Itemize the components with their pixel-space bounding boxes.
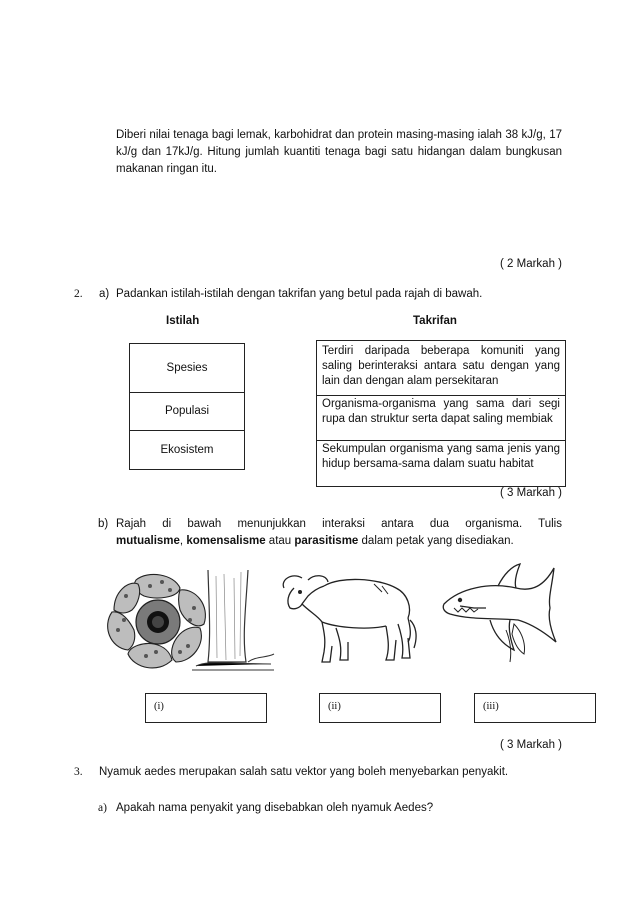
q2b-line2 bbox=[116, 535, 562, 547]
q2b-line1: Rajah di bawah menunjukkan interaksi antara dua organisma. Tulis bbox=[116, 518, 562, 530]
q3-number: 3. bbox=[74, 766, 83, 778]
word-atau: atau bbox=[268, 535, 292, 547]
answer-box-iii[interactable] bbox=[474, 693, 596, 723]
q3a-label: a) bbox=[98, 802, 107, 814]
definitions-table bbox=[316, 340, 566, 487]
term-parasitisme: parasitisme bbox=[294, 535, 359, 547]
header-takrifan: Takrifan bbox=[413, 315, 457, 327]
q2-number: 2. bbox=[74, 288, 83, 300]
header-istilah: Istilah bbox=[166, 315, 200, 327]
q3a-text: Apakah nama penyakit yang disebabkan oleh nyamuk Aedes? bbox=[116, 802, 434, 814]
q2b-line2-rest: dalam petak yang disediakan. bbox=[361, 535, 514, 547]
shark-illustration bbox=[440, 558, 565, 670]
term-cell: Populasi bbox=[130, 392, 244, 431]
answer-label-ii: (ii) bbox=[328, 701, 341, 712]
term-cell: Spesies bbox=[130, 344, 244, 393]
q2a-text: Padankan istilah-istilah dengan takrifan yang betul pada rajah di bawah. bbox=[116, 288, 483, 300]
definition-cell: Organisma-organisma yang sama dari segi rupa dan struktur serta dapat saling membiak bbox=[317, 396, 565, 441]
comma: , bbox=[179, 535, 184, 547]
q2b-marks: ( 3 Markah ) bbox=[500, 739, 562, 751]
buffalo-illustration bbox=[278, 566, 428, 674]
q2b-label: b) bbox=[98, 518, 109, 530]
answer-label-i: (i) bbox=[154, 701, 164, 712]
term-komensalisme: komensalisme bbox=[186, 535, 266, 547]
answer-box-ii[interactable] bbox=[319, 693, 441, 723]
term-mutualisme: mutualisme bbox=[116, 535, 180, 547]
answer-label-iii: (iii) bbox=[483, 701, 499, 712]
terms-table bbox=[129, 343, 245, 470]
q1-marks: ( 2 Markah ) bbox=[500, 258, 562, 270]
term-cell: Ekosistem bbox=[160, 443, 214, 456]
q1-paragraph: Diberi nilai tenaga bagi lemak, karbohidrat dan protein masing-masing ialah 38 kJ/g, 17 kJ/g dan 17kJ/g. Hitung jumlah kuantiti tenaga bagi satu hidangan dalam bungkusan makanan ringan itu. bbox=[116, 129, 562, 175]
rafflesia-tree-illustration bbox=[96, 566, 276, 678]
answer-box-i[interactable] bbox=[145, 693, 267, 723]
q3-text: Nyamuk aedes merupakan salah satu vektor yang boleh menyebarkan penyakit. bbox=[99, 766, 509, 778]
q2a-label: a) bbox=[99, 288, 110, 300]
q2a-marks: ( 3 Markah ) bbox=[500, 487, 562, 499]
definition-cell: Terdiri daripada beberapa komuniti yang saling berinteraksi antara satu dengan yang lain dan dengan alam persekitaran bbox=[317, 343, 565, 396]
definition-cell: Sekumpulan organisma yang sama jenis yang hidup bersama-sama dalam suatu habitat bbox=[322, 443, 560, 470]
